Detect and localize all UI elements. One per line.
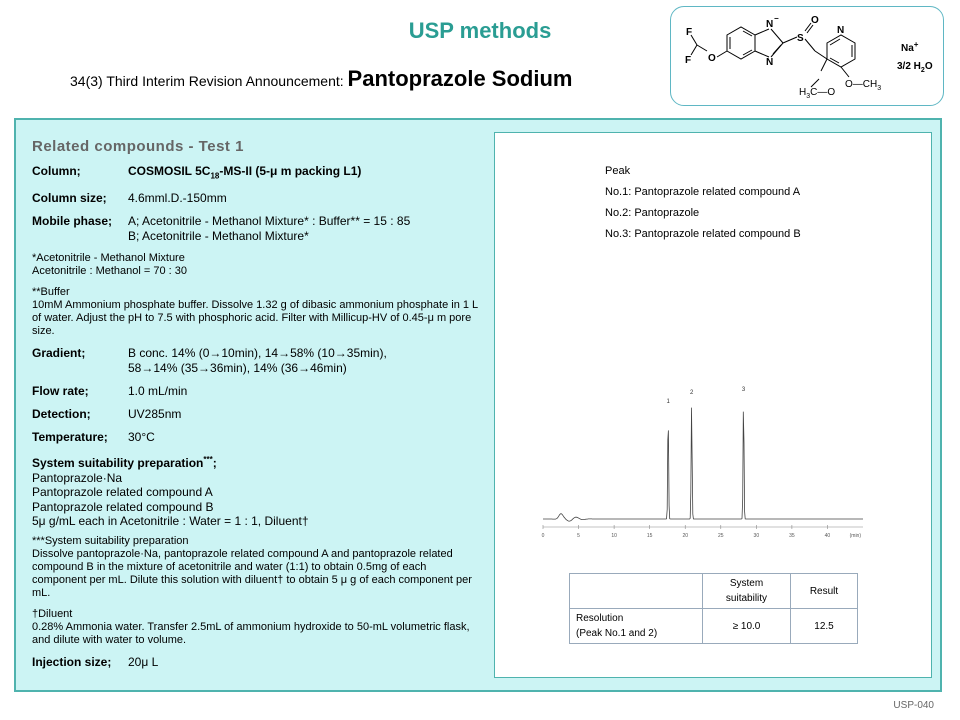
peak-legend [605,161,801,245]
table-cell: Resolution (Peak No.1 and 2) [570,609,703,644]
flow-rate-label: Flow rate; [32,384,89,399]
x-tick-label: 0 [541,533,545,539]
drug-name: Pantoprazole Sodium [347,66,573,91]
x-tick-label: 20 [682,533,689,539]
fluorine-top: F [686,27,693,38]
mobile-phase-value [128,214,482,244]
peak-legend-item: No.3: Pantoprazole related compound B [605,228,801,240]
column-size-row [32,191,482,206]
note-buffer: **Buffer 10mM Ammonium phosphate buffer. Dissolve 1.32 g of dibasic ammonium phosphate in 1 L of water. Adjust the pH to 7.5 with phosphoric acid. Filter with Millicup-HV of 0.45-μ m pore size. [32,286,478,338]
subtitle [70,66,572,92]
chemical-structure [671,7,943,105]
column-value: COSMOSIL $5C_{18}-MS-II$ (5-μ m packing L1) [128,164,362,181]
table-header-cell: Result [791,574,858,609]
table-row [570,609,858,644]
column-label: Column; [32,164,81,178]
nitrogen-imidazole-top: N [766,19,774,30]
ssp-line: Pantoprazole·Na [32,470,123,485]
injection-label: Injection size; [32,654,112,669]
flow-rate-row [32,384,482,399]
detection-label: Detection; [32,407,91,422]
injection-row [32,655,482,670]
mobile-phase-label: Mobile phase; [32,214,113,229]
hydrate: 3/2 $H_2O$ [897,61,933,74]
x-tick-label: 40 [824,533,831,539]
ssp-line: Pantoprazole related compound B [32,499,214,514]
detection-row [32,407,482,422]
negative-charge: − [774,14,779,23]
note-ssp: ***System suitability preparation Dissolve pantoprazole·Na, pantoprazole related compound A and pantoprazole related compound B in the mixture of acetonitrile and water (1:1) to obtain 0.5mg of each component per mL. Dilute this solution with diluent† to obtain 5 μ g of each component per mL. [32,534,472,599]
sodium-ion: Na+ [901,40,919,54]
peak-legend-heading: Peak [605,165,631,177]
peak-label: 1 [666,399,670,405]
gradient-label: Gradient; [32,346,86,361]
mobile-phase-a: A; Acetonitrile - Methanol Mixture* : Buffer** = 15 : 85 [128,214,411,229]
section-heading: Related compounds - Test 1 [32,138,244,155]
gradient-value: B conc. 14% (0→10min), 14→58% (10→35min), 58→14% (35→36min), 14% (36→46min) [128,346,387,376]
peak-legend-item: No.2: Pantoprazole [605,207,700,219]
ssp-line: Pantoprazole related compound A [32,485,213,500]
ssp-line: 5μ g/mL each in Acetonitrile : Water = 1 : 1, Diluent† [32,514,309,529]
peak-legend-item: No.1: Pantoprazole related compound A [605,186,801,198]
column-row [32,164,482,183]
methoxy-left: $H_3C—O$ [799,87,836,100]
chromatogram [535,353,895,553]
x-tick-label: 10 [611,533,617,539]
chemical-structure-box [670,6,944,106]
system-suitability-block [32,453,482,529]
chromatogram-trace [543,408,863,521]
temperature-row [32,430,482,445]
nitrogen-pyridine: N [837,25,845,36]
temperature-value: 30°C [128,430,155,445]
oxygen-sulfoxide: O [811,15,819,26]
oxygen-ether: O [708,53,716,64]
x-tick-label: 5 [577,533,580,539]
note-acetonitrile: *Acetonitrile - Methanol Mixture Acetonitrile : Methanol = 70 : 30 [32,252,188,278]
x-tick-label: 25 [717,533,724,539]
detection-value: UV285nm [128,407,182,422]
fluorine-bottom: F [685,55,692,66]
x-tick-label: 15 [646,533,653,539]
flow-rate-value: 1.0 mL/min [128,384,188,399]
column-size-label: Column size; [32,191,107,206]
x-axis-label: (min) [849,533,861,539]
chromatogram-panel [494,132,932,678]
peak-label: 3 [741,387,746,393]
table-row [570,574,858,609]
page-title: USP methods [408,18,552,43]
table-header-cell [570,574,703,609]
column-size-value: 4.6mml.D.-150mm [128,191,227,206]
table-cell: 12.5 [791,609,858,644]
injection-value: 20μ L [128,654,159,669]
method-panel [14,118,942,692]
note-diluent: †Diluent 0.28% Ammonia water. Transfer 2.5mL of ammonium hydroxide to 50-mL volumetric flask, and dilute with water to volume. [32,607,470,646]
mobile-phase-b: B; Acetonitrile - Methanol Mixture* [128,229,309,244]
nitrogen-imidazole-bottom: N [766,57,774,68]
subtitle-prefix: 34(3) Third Interim Revision Announcement: [70,73,348,89]
table-cell: ≥ 10.0 [703,609,791,644]
gradient-row [32,346,482,376]
x-tick-label: 30 [753,533,760,539]
temperature-label: Temperature; [32,430,108,445]
results-table [569,573,858,644]
page-code: USP-040 [893,700,934,711]
method-details [32,140,482,678]
ssp-heading: System suitability preparation***; [32,455,217,471]
mobile-phase-row [32,214,482,244]
table-header-cell: System suitability [703,574,791,609]
peak-label: 2 [689,390,694,396]
methoxy-right: $O—CH_3$ [845,79,882,92]
x-tick-label: 35 [789,533,795,539]
sulfur: S [797,33,804,44]
